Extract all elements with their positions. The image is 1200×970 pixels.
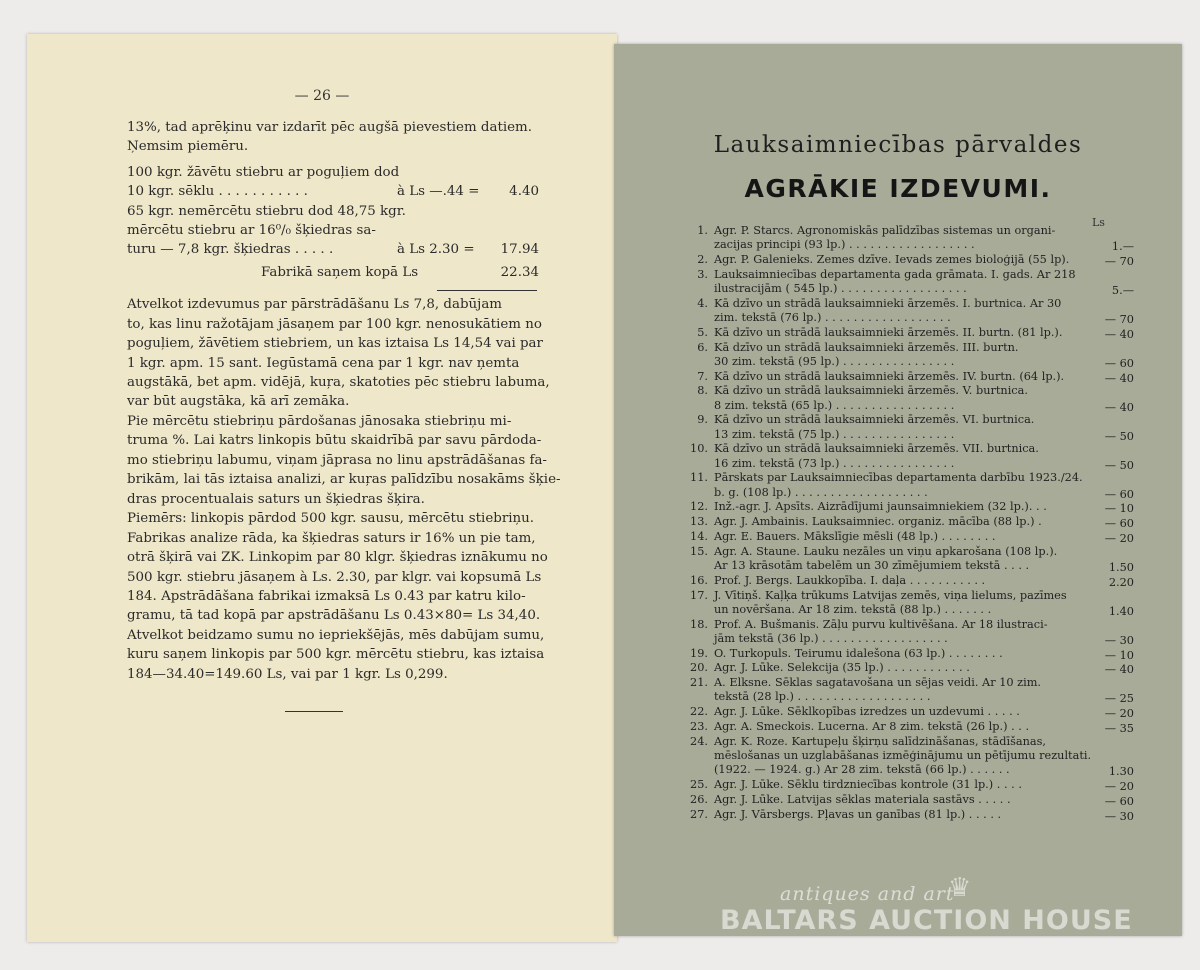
calc-amount: 4.40 [509, 184, 539, 200]
paragraph-line: truma %. Lai katrs linkopis būtu skaidrībā par savu pārdoda- [127, 433, 542, 449]
entry-text: 16 zim. tekstā (73 lp.) . . . . . . . . . . . . . . . . [714, 456, 955, 470]
entry-number: 6. [697, 340, 708, 354]
entry-number: 8. [697, 384, 708, 398]
entry-number: 16. [690, 573, 708, 587]
entry-price: — 40 [1104, 400, 1134, 414]
entry-price: — 10 [1104, 648, 1134, 662]
calc-line: mērcētu stiebru ar 16⁰/₀ šķiedras sa- [127, 223, 376, 238]
entry-number: 1. [697, 224, 708, 237]
entry-number: 20. [690, 661, 708, 675]
paragraph-line: 500 kgr. stiebru jāsaņem à Ls. 2.30, par klgr. vai kopsumā Ls [127, 569, 542, 585]
entry-price: 1.40 [1108, 604, 1134, 618]
catalog-entry [684, 384, 1144, 412]
catalog-entry [684, 705, 1144, 719]
entry-text: Agr. P. Galenieks. Zemes dzīve. Ievads zemes bioloģijā (55 lp). [714, 253, 1070, 266]
entry-text: zim. tekstā (76 lp.) . . . . . . . . . . . . . . . . . . [714, 310, 951, 324]
text-line: Ņemsim piemēru. [127, 139, 249, 155]
entry-number: 11. [690, 471, 708, 485]
paragraph-line: mo stiebriņu labumu, viņam jāprasa no linu apstrādāšanas fa- [127, 452, 547, 468]
paragraph-line: gramu, tā tad kopā par apstrādāšanu Ls 0.43×80= Ls 34,40. [127, 608, 541, 624]
total-rule [437, 290, 537, 291]
paragraph-line: dras procentualais saturs un šķiedras šķira. [127, 491, 425, 507]
entry-number: 26. [690, 792, 708, 806]
entry-price: 5.— [1111, 283, 1134, 297]
entry-text: tekstā (28 lp.) . . . . . . . . . . . . . . . . . . . [714, 690, 931, 704]
entry-text: Agr. J. Lūke. Sēklu tirdzniecības kontrole (31 lp.) . . . . [714, 778, 1022, 791]
catalog-entry [684, 515, 1144, 529]
catalog-entry [684, 661, 1144, 675]
entry-price: — 60 [1104, 487, 1134, 501]
entry-price: — 50 [1104, 429, 1134, 443]
paragraph-line: kuru saņem linkopis par 500 kgr. mērcētu stiebru, kas iztaisa [127, 647, 545, 663]
entry-number: 25. [690, 778, 708, 791]
entry-number: 14. [690, 530, 708, 543]
entry-text: Lauksaimniecības departamenta gada grāmata. I. gads. Ar 218 [714, 267, 1076, 281]
entry-text: Kā dzīvo un strādā lauksaimnieki ārzemēs. IV. burtn. (64 lp.). [714, 369, 1065, 383]
entry-number: 23. [690, 720, 708, 733]
catalog-entry [684, 647, 1144, 661]
entry-number: 22. [690, 705, 708, 719]
calc-rate: à Ls 2.30 = [397, 242, 475, 258]
entry-text: Agr. P. Starcs. Agronomiskās palīdzības sistemas un organi- [714, 224, 1056, 237]
entry-price: — 30 [1104, 809, 1134, 823]
watermark-brand: BALTARS AUCTION HOUSE [720, 905, 1133, 936]
entry-text: Agr. E. Bauers. Mākslīgie mēsli (48 lp.) . . . . . . . . [714, 530, 996, 543]
paragraph-line: poguļiem, žāvētiem stiebriem, un kas iztaisa Ls 14,54 vai par [127, 336, 543, 352]
entry-price: — 40 [1104, 327, 1134, 341]
entry-text: A. Elksne. Sēklas sagatavošana un sējas veidi. Ar 10 zim. [714, 676, 1042, 690]
entry-text: mēslošanas un uzglabāšanas izmēģinājumu un pētījumu rezultati. [714, 748, 1092, 762]
entry-text: Ar 13 krāsotām tabelēm un 30 zīmējumiem tekstā . . . . [714, 558, 1030, 572]
entry-text: Kā dzīvo un strādā lauksaimnieki ārzemēs. III. burtn. [714, 340, 1019, 354]
catalog-entry [684, 224, 1144, 252]
entry-price: 1.— [1111, 240, 1134, 254]
entry-number: 19. [690, 646, 708, 660]
crown-icon: ♛ [948, 873, 972, 903]
paragraph-line: Atvelkot izdevumus par pārstrādāšanu Ls 7,8, dabūjam [127, 297, 503, 313]
entry-text: Prof. A. Bušmanis. Zāļu purvu kultivēšana. Ar 18 ilustraci- [714, 617, 1048, 631]
entry-number: 12. [690, 500, 708, 514]
paragraph-line: to, kas linu ražotājam jāsaņem par 100 kgr. nenosukātiem no [127, 316, 542, 332]
text-line: 13%, tad aprēķinu var izdarīt pēc augšā pievestiem datiem. [127, 120, 532, 135]
catalog-entry [684, 574, 1144, 588]
entry-text: zacijas principi (93 lp.) . . . . . . . . . . . . . . . . . . [714, 238, 975, 252]
entry-price: — 35 [1104, 722, 1134, 735]
total-value: 22.34 [500, 264, 539, 280]
catalog-entry [684, 530, 1144, 544]
catalog-title: AGRĀKIE IZDEVUMI. [744, 174, 1052, 203]
left-page [27, 34, 617, 942]
catalog-entry [684, 793, 1144, 807]
paragraph-line: brikām, lai tās iztaisa analizi, ar kuŗas palīdzību nosakāms šķie- [127, 472, 561, 488]
calc-line: 65 kgr. nemērcētu stiebru dod 48,75 kgr. [127, 203, 406, 219]
entry-text: Agr. K. Roze. Kartupeļu šķirņu salīdzināšanas, stādīšanas, [714, 734, 1047, 748]
calc-rate: à Ls —.44 = [397, 184, 480, 200]
watermark-tagline: antiques and art [780, 883, 955, 905]
calc-line: 100 kgr. žāvētu stiebru ar poguļiem dod [127, 164, 400, 180]
entry-number: 24. [690, 734, 708, 748]
entry-text: jām tekstā (36 lp.) . . . . . . . . . . . . . . . . . . [714, 631, 948, 645]
paragraph-line: var būt augstāka, kā arī zemāka. [127, 394, 350, 410]
entry-text: Agr. J. Lūke. Selekcija (35 lp.) . . . . . . . . . . . . [714, 661, 970, 675]
catalog-entry [684, 471, 1144, 499]
entry-price: — 70 [1104, 312, 1134, 326]
entry-text: Agr. J. Vārsbergs. Pļavas un ganības (81 lp.) . . . . . [714, 807, 1002, 821]
entry-number: 27. [690, 807, 708, 821]
entry-text: Agr. J. Ambainis. Lauksaimniec. organiz. mācība (88 lp.) . [714, 515, 1042, 529]
catalog-entry [684, 442, 1144, 470]
entry-text: Agr. J. Lūke. Sēklkopības izredzes un uzdevumi . . . . . [714, 705, 1020, 719]
entry-price: 1.30 [1108, 765, 1134, 779]
entry-text: Agr. A. Smeckois. Lucerna. Ar 8 zim. tekstā (26 lp.) . . . [714, 720, 1030, 733]
catalog-entry [684, 297, 1144, 325]
catalog-entry [684, 341, 1144, 369]
entry-number: 3. [697, 267, 708, 281]
paragraph-line: 184. Apstrādāšana fabrikai izmaksā Ls 0.43 par katru kilo- [127, 588, 526, 604]
paragraph-line: Atvelkot beidzamo sumu no iepriekšējās, mēs dabūjam sumu, [127, 627, 545, 643]
catalog-entry [684, 326, 1144, 340]
entry-text: Pārskats par Lauksaimniecības departamenta darbību 1923./24. [714, 471, 1083, 485]
calc-line: turu — 7,8 kgr. šķiedras . . . . . [127, 242, 334, 258]
entry-text: 13 zim. tekstā (75 lp.) . . . . . . . . . . . . . . . . [714, 427, 955, 441]
catalog-entry [684, 413, 1144, 441]
entry-text: Kā dzīvo un strādā lauksaimnieki ārzemēs. II. burtn. (81 lp.). [714, 325, 1063, 339]
entry-text: un novēršana. Ar 18 zim. tekstā (88 lp.) . . . . . . . [714, 602, 992, 616]
catalog-entry [684, 720, 1144, 734]
paragraph-line: 1 kgr. apm. 15 sant. Iegūstamā cena par 1 kgr. nav ņemta [127, 355, 520, 371]
total-label: Fabrikā saņem kopā Ls [261, 264, 419, 280]
catalog-entry [684, 589, 1144, 617]
entry-text: Inž.-agr. J. Apsīts. Aizrādījumi jaunsaimniekiem (32 lp.). . . [714, 500, 1047, 514]
paragraph-line: augstākā, bet apm. vidējā, kuŗa, skatoties pēc stiebru labuma, [127, 375, 550, 390]
catalog-entry [684, 545, 1144, 573]
entry-text: 30 zim. tekstā (95 lp.) . . . . . . . . . . . . . . . . [714, 354, 955, 368]
entry-price: — 20 [1104, 780, 1134, 793]
entry-text: Kā dzīvo un strādā lauksaimnieki ārzemēs. VII. burtnica. [714, 442, 1039, 456]
entry-text: (1922. — 1924. g.) Ar 28 zim. tekstā (66 lp.) . . . . . . [714, 763, 1010, 777]
catalog-entry [684, 500, 1144, 514]
entry-price: — 25 [1104, 692, 1134, 706]
entry-number: 7. [697, 369, 708, 383]
paragraph-line: Pie mērcētu stiebriņu pārdošanas jānosaka stiebriņu mi- [127, 413, 512, 429]
entry-price: — 30 [1104, 633, 1134, 647]
calc-amount: 17.94 [500, 242, 539, 258]
entry-number: 4. [697, 296, 708, 310]
entry-number: 15. [690, 544, 708, 558]
entry-text: Agr. J. Lūke. Latvijas sēklas materiala sastāvs . . . . . [714, 792, 1011, 806]
entry-price: — 20 [1104, 707, 1134, 721]
catalog-entry [684, 778, 1144, 792]
entry-text: Kā dzīvo un strādā lauksaimnieki ārzemēs. I. burtnica. Ar 30 [714, 296, 1062, 310]
entry-price: — 20 [1104, 532, 1134, 545]
paragraph-line: 184—34.40=149.60 Ls, vai par 1 kgr. Ls 0,299. [127, 666, 448, 682]
catalog-entry [684, 268, 1144, 296]
entry-number: 21. [690, 676, 708, 690]
entry-text: 8 zim. tekstā (65 lp.) . . . . . . . . . . . . . . . . . [714, 398, 955, 412]
entry-text: Kā dzīvo un strādā lauksaimnieki ārzemēs. VI. burtnica. [714, 413, 1035, 427]
entry-text: Kā dzīvo un strādā lauksaimnieki ārzemēs. V. burtnica. [714, 384, 1028, 398]
publisher-heading: Lauksaimniecības pārvaldes [713, 132, 1083, 158]
page-number: — 26 — [294, 88, 350, 104]
catalog-entry [684, 808, 1144, 822]
entry-number: 5. [697, 325, 708, 339]
entry-price: — 60 [1104, 517, 1134, 531]
entry-text: ilustracijām ( 545 lp.) . . . . . . . . . . . . . . . . . . [714, 281, 967, 295]
entry-text: O. Turkopuls. Teirumu idalešona (63 lp.) . . . . . . . . [714, 646, 1003, 660]
entry-number: 9. [697, 413, 708, 427]
paragraph-line: Fabrikas analize rāda, ka šķiedras saturs ir 16% un pie tam, [127, 530, 536, 546]
entry-text: Prof. J. Bergs. Laukkopība. I. daļa . . . . . . . . . . . [714, 573, 986, 587]
catalog-entry [684, 618, 1144, 646]
end-rule [285, 711, 343, 712]
entry-price: — 60 [1104, 794, 1134, 808]
entry-price: 1.50 [1108, 560, 1134, 574]
paragraph-line: otrā šķirā vai ZK. Linkopim par 80 klgr. šķiedras iznākumu no [127, 550, 548, 566]
catalog-entry [684, 735, 1144, 778]
entry-price: — 10 [1104, 502, 1134, 516]
calc-line: 10 kgr. sēklu . . . . . . . . . . . [127, 184, 308, 200]
catalog-entry [684, 370, 1144, 384]
entry-text: Agr. A. Staune. Lauku nezāles un viņu apkarošana (108 lp.). [714, 544, 1058, 558]
entry-price: — 40 [1104, 371, 1134, 385]
entry-text: J. Vītiņš. Kaļķa trūkums Latvijas zemēs, viņa lielums, pazīmes [714, 588, 1067, 602]
right-page [614, 44, 1182, 936]
entry-price: — 50 [1104, 458, 1134, 472]
entry-price: — 70 [1104, 255, 1134, 268]
catalog-entry [684, 253, 1144, 267]
entry-text: b. g. (108 lp.) . . . . . . . . . . . . . . . . . . . [714, 485, 928, 499]
entry-number: 2. [697, 253, 708, 266]
entry-number: 13. [690, 515, 708, 529]
entry-price: — 60 [1104, 356, 1134, 370]
entry-number: 10. [690, 442, 708, 456]
entry-price: 2.20 [1108, 575, 1134, 589]
entry-number: 18. [690, 617, 708, 631]
entry-price: — 40 [1104, 663, 1134, 677]
currency-header: Ls [1092, 216, 1105, 229]
entry-number: 17. [690, 588, 708, 602]
paragraph-line: Piemērs: linkopis pārdod 500 kgr. sausu, mērcētu stiebriņu. [127, 511, 535, 527]
catalog-entry [684, 676, 1144, 704]
